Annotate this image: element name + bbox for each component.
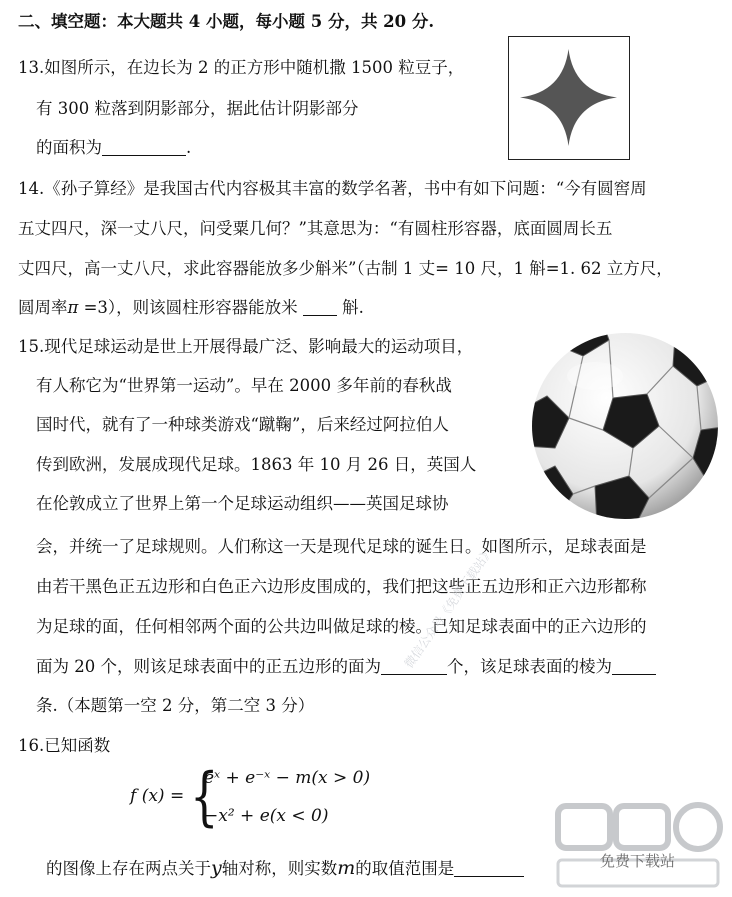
function-case-1: eˣ + e⁻ˣ − m(x > 0): [204, 768, 371, 788]
function-case-2: −x² + e(x < 0): [204, 806, 329, 826]
soccer-ball-image: [525, 326, 725, 526]
q16-last-b: 轴对称，则实数: [221, 859, 338, 878]
q14-line4: [18, 296, 364, 320]
watermark-logo-icon: [548, 798, 728, 893]
q14-line4-b: =3），则该圆柱形容器能放米: [78, 298, 303, 317]
y-symbol: y: [211, 857, 222, 879]
shaded-star-shape: [509, 37, 628, 158]
q14-line3: 丈四尺，高一丈八尺，求此容器能放多少斛米”（古制 1 丈= 10 尺，1 斛=1. 62 立方尺，: [18, 259, 673, 278]
q14-answer-blank: [303, 297, 337, 316]
q13-line2: 有 300 粒落到阴影部分，据此估计阴影部分: [36, 99, 359, 118]
left-brace: {: [190, 760, 219, 834]
q13-line3-end: .: [186, 138, 192, 157]
watermark-bottom-text: 免费下载站: [600, 852, 676, 870]
answer-circle-watermark-logo: [548, 798, 728, 893]
q15-line10: 条.（本题第一空 2 分，第二空 3 分）: [36, 696, 315, 715]
function-label: f (x) =: [130, 786, 185, 806]
q16-answer-blank: [454, 858, 524, 877]
q15-line4: 传到欧洲，发展成现代足球。1863 年 10 月 26 日，英国人: [36, 455, 477, 474]
q15-line5: 在伦敦成立了世界上第一个足球运动组织——英国足球协: [36, 494, 449, 513]
q16-last-c: 的取值范围是: [355, 859, 455, 878]
q15-line1: 15.现代足球运动是世上开展得最广泛、影响最大的运动项目，: [18, 337, 474, 356]
soccer-ball-icon: [525, 326, 725, 526]
q14-line1: 14.《孙子算经》是我国古代内容极其丰富的数学名著，书中有如下问题：“今有圆窖周: [18, 179, 647, 198]
q15-line9-b: 个，该足球表面的棱为: [447, 657, 612, 676]
q14-line4-c: 斛.: [336, 298, 364, 317]
piecewise-function: [130, 760, 390, 838]
q15-blank-edges: [612, 656, 656, 675]
q13-line1: 13.如图所示，在边长为 2 的正方形中随机撒 1500 粒豆子，: [18, 58, 465, 77]
q15-line8: 为足球的面，任何相邻两个面的公共边叫做足球的棱。已知足球表面中的正六边形的: [36, 617, 647, 636]
star-square-figure: [508, 36, 630, 160]
q15-line7: 由若干黑色正五边形和白色正六边形皮围成的，我们把这些正五边形和正六边形都称: [36, 577, 647, 596]
pi-symbol: π: [67, 298, 79, 317]
q15-line9-a: 面为 20 个，则该足球表面中的正五边形的面为: [36, 657, 381, 676]
q13-line3-text: 的面积为: [36, 138, 102, 157]
q16-last-line: [46, 856, 524, 881]
q16-line1: 16.已知函数: [18, 736, 111, 755]
q16-last-a: 的图像上存在两点关于: [46, 859, 211, 878]
q15-line6: 会，并统一了足球规则。人们称这一天是现代足球的诞生日。如图所示，足球表面是: [36, 537, 647, 556]
q15-line2: 有人称它为“世界第一运动”。早在 2000 多年前的春秋战: [36, 376, 452, 395]
q13-answer-blank: [102, 137, 186, 156]
m-symbol: m: [337, 857, 356, 879]
q15-line3: 国时代，就有了一种球类游戏“蹴鞠”，后来经过阿拉伯人: [36, 415, 449, 434]
q13-line3: [36, 136, 191, 160]
diagonal-watermark: 微信公众号《免费下载站》: [401, 544, 496, 671]
q14-line4-a: 圆周率: [18, 298, 68, 317]
q14-line2: 五丈四尺，深一丈八尺，问受粟几何？”其意思为：“有圆柱形容器，底面圆周长五: [18, 219, 613, 238]
section-header: 二、填空题：本大题共 4 小题，每小题 5 分，共 20 分.: [18, 12, 435, 31]
q15-line9: [36, 655, 656, 679]
